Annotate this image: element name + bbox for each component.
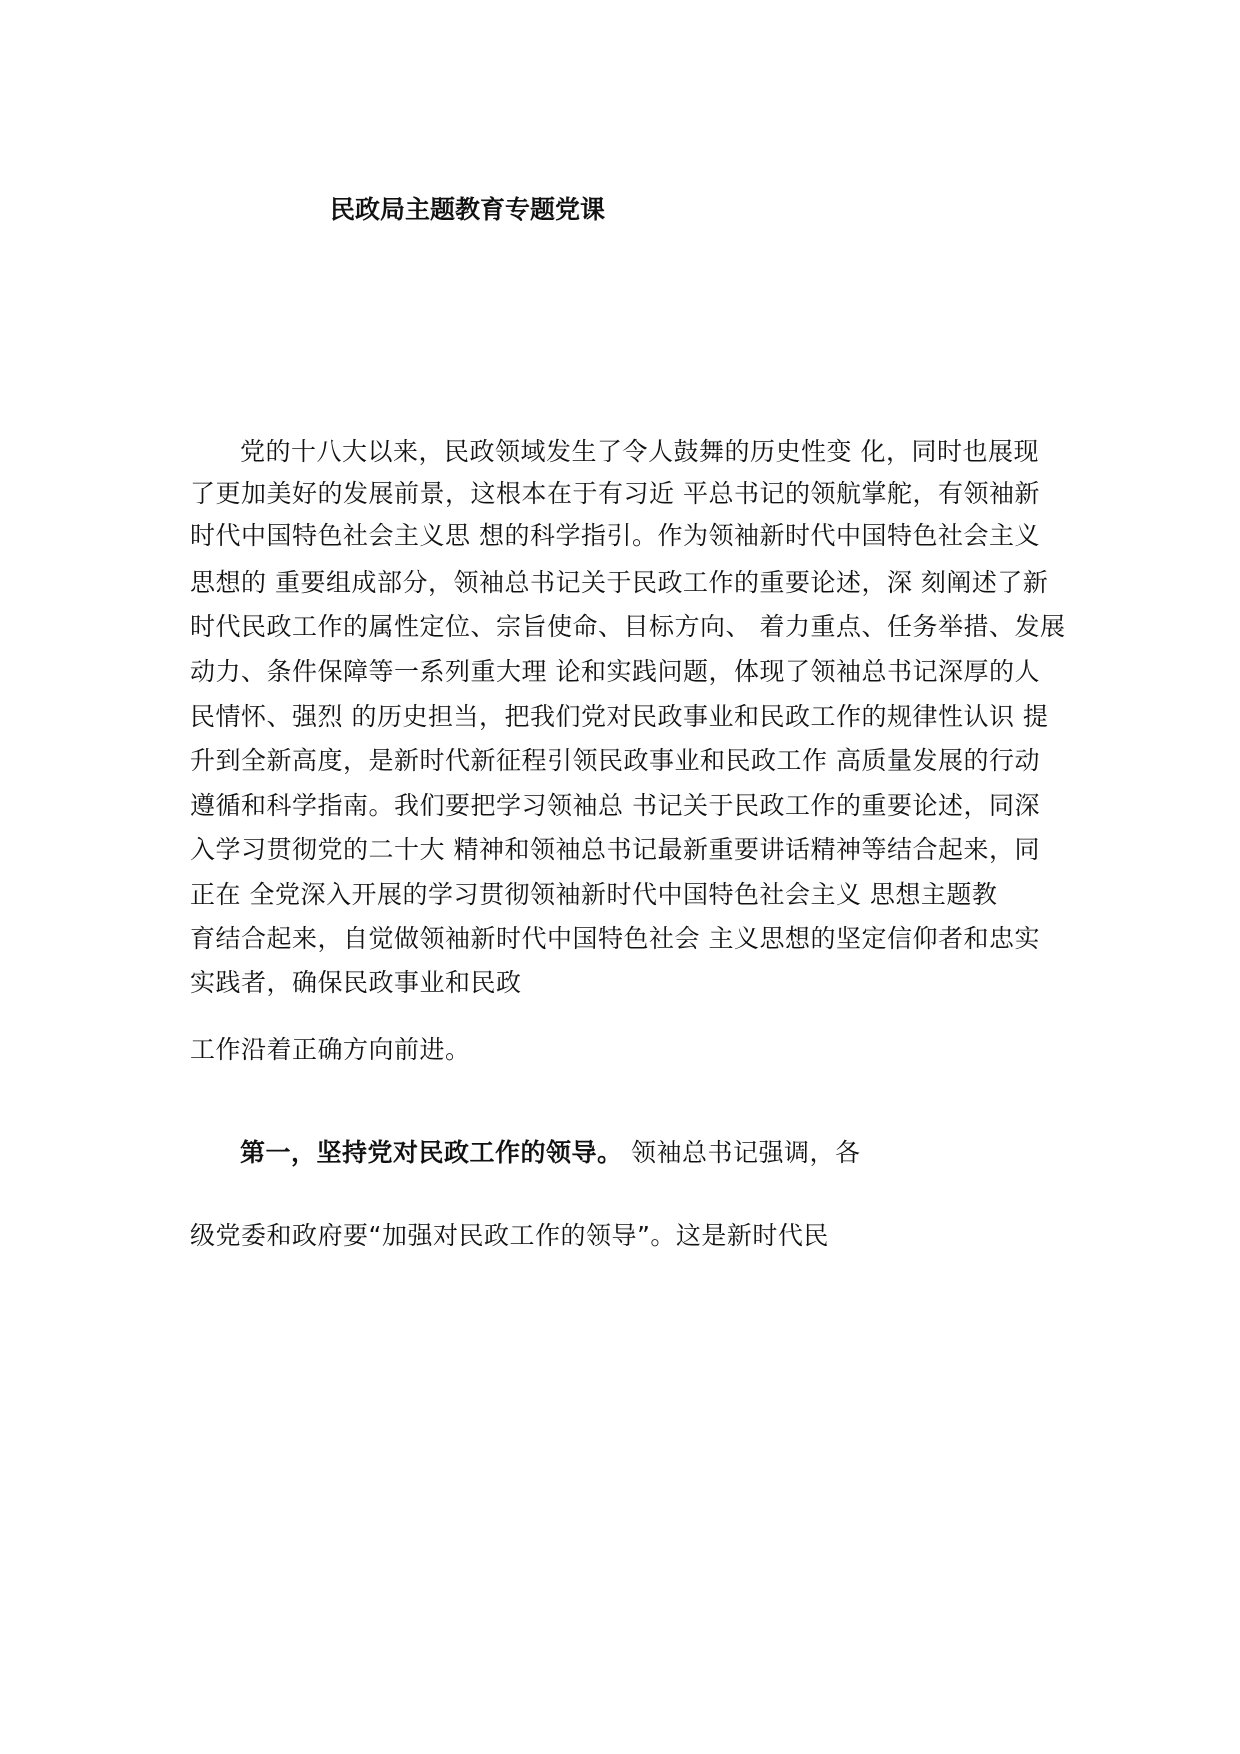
paragraph-line: 思想的 重要组成部分，领袖总书记关于民政工作的重要论述，深 刻阐述了新 [190,568,1049,597]
paragraph-line: 动力、条件保障等一系列重大理 论和实践问题，体现了领袖总书记深厚的人 [190,657,1040,686]
paragraph-line: 升到全新高度，是新时代新征程引领民政事业和民政工作 高质量发展的行动 [190,746,1040,775]
section-heading-line [240,1133,860,1169]
paragraph-line: 级党委和政府要“加强对民政工作的领导”。这是新时代民 [190,1221,829,1250]
paragraph-line: 工作沿着正确方向前进。 [190,1035,471,1064]
section-text: 领袖总书记强调，各 [630,1138,861,1167]
paragraph-line: 正在 全党深入开展的学习贯彻领袖新时代中国特色社会主义 思想主题教 [190,880,998,909]
paragraph-line: 遵循和科学指南。我们要把学习领袖总 书记关于民政工作的重要论述，同深 [190,791,1040,820]
paragraph-line: 时代民政工作的属性定位、宗旨使命、目标方向、 着力重点、任务举措、发展 [190,612,1066,641]
paragraph-line: 了更加美好的发展前景，这根本在于有习近 平总书记的领航掌舵，有领袖新 [190,479,1040,508]
paragraph-line: 育结合起来，自觉做领袖新时代中国特色社会 主义思想的坚定信仰者和忠实 [190,924,1040,953]
paragraph-line: 党的十八大以来，民政领域发生了令人鼓舞的历史性变 化，同时也展现 [240,437,1039,466]
paragraph-line: 民情怀、强烈 的历史担当，把我们党对民政事业和民政工作的规律性认识 提 [190,702,1049,731]
paragraph-line: 入学习贯彻党的二十大 精神和领袖总书记最新重要讲话精神等结合起来，同 [190,835,1040,864]
document-title: 民政局主题教育专题党课 [330,195,606,224]
paragraph-line: 实践者，确保民政事业和民政 [190,968,522,997]
paragraph-line: 时代中国特色社会主义思 想的科学指引。作为领袖新时代中国特色社会主义 [190,521,1040,550]
section-heading: 第一，坚持党对民政工作的领导。 [240,1138,623,1167]
